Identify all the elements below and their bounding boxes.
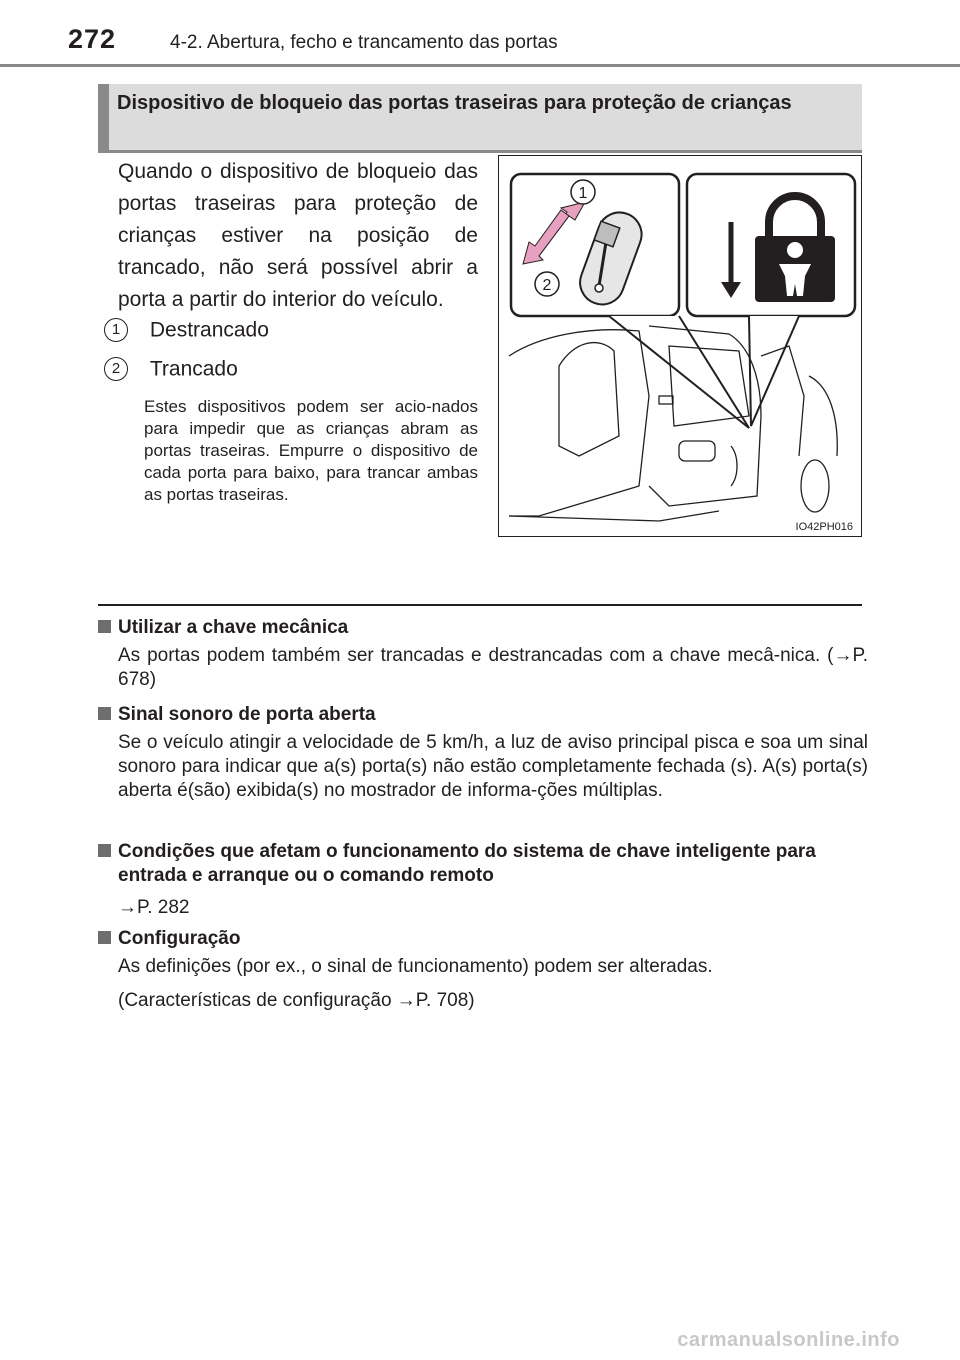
bullet-square-icon <box>98 707 111 720</box>
section-body: As definições (por ex., o sinal de funcionamento) podem ser alteradas. <box>118 956 713 977</box>
section-heading: Utilizar a chave mecânica <box>118 617 349 638</box>
section-reference: (Características de configuração →P. 708) <box>118 990 475 1011</box>
lever-pointer <box>609 316 749 428</box>
topic-title: Dispositivo de bloqueio das portas traseiras para proteção de crianças <box>117 92 792 114</box>
item-label: Trancado <box>149 357 238 381</box>
page-header <box>0 0 960 70</box>
bullet-square-icon <box>98 844 111 857</box>
item-locked <box>104 357 238 381</box>
item-label: Destrancado <box>149 318 269 342</box>
child-head <box>787 242 803 258</box>
section-body: As portas podem também ser trancadas e destrancadas com a chave mecâ-nica. (→P. 678) <box>118 645 868 690</box>
info-section-smart-key-conditions <box>98 840 868 920</box>
topic-title-box <box>98 84 862 150</box>
figure-callout-2: 2 <box>542 277 552 294</box>
info-section-configuration <box>98 927 868 1013</box>
illustration-drawing <box>499 156 861 536</box>
intro-paragraph: Quando o dispositivo de bloqueio das portas traseiras para proteção de crianças estiver na posição de trancado, não será possível abrir a porta a partir do interior do veículo. <box>118 160 478 311</box>
callout-number-1: 1 <box>104 318 128 342</box>
watermark: carmanualsonline.info <box>677 1329 900 1351</box>
section-divider <box>98 604 862 606</box>
callout-number-2: 2 <box>104 357 128 381</box>
section-heading: Condições que afetam o funcionamento do sistema de chave inteligente para entrada e arranque ou o comando remoto <box>118 841 816 886</box>
page-number: 272 <box>68 24 117 54</box>
figure-id: IO42PH016 <box>795 521 853 533</box>
child-lock-illustration <box>498 155 862 537</box>
section-heading: Configuração <box>118 928 241 949</box>
section-heading: Sinal sonoro de porta aberta <box>118 704 376 725</box>
bullet-square-icon <box>98 931 111 944</box>
title-underline <box>98 150 862 153</box>
info-section-open-door-buzzer <box>98 703 868 803</box>
symbol-pointer <box>749 316 799 426</box>
bullet-square-icon <box>98 620 111 633</box>
section-body: →P. 282 <box>118 897 190 918</box>
info-section-mechanical-key <box>98 616 868 692</box>
section-body: Se o veículo atingir a velocidade de 5 km/h, a luz de aviso principal pisca e soa um sinal sonoro para indicar que a(s) porta(s) não estão completamente fechada (s). A(s) porta(s) aberta é(são) exibida(s) no mostrador de informa-ções múltiplas. <box>118 732 868 801</box>
lever-pivot <box>595 284 603 292</box>
header-rule <box>0 64 960 67</box>
explanation-note: Estes dispositivos podem ser acio-nados para impedir que as crianças abram as portas traseiras. Empurre o dispositivo de cada porta para baixo, para trancar ambas as portas traseiras. <box>144 397 478 504</box>
section-title: 4-2. Abertura, fecho e trancamento das portas <box>170 32 558 53</box>
figure-callout-1: 1 <box>578 185 588 202</box>
item-unlocked <box>104 318 269 342</box>
